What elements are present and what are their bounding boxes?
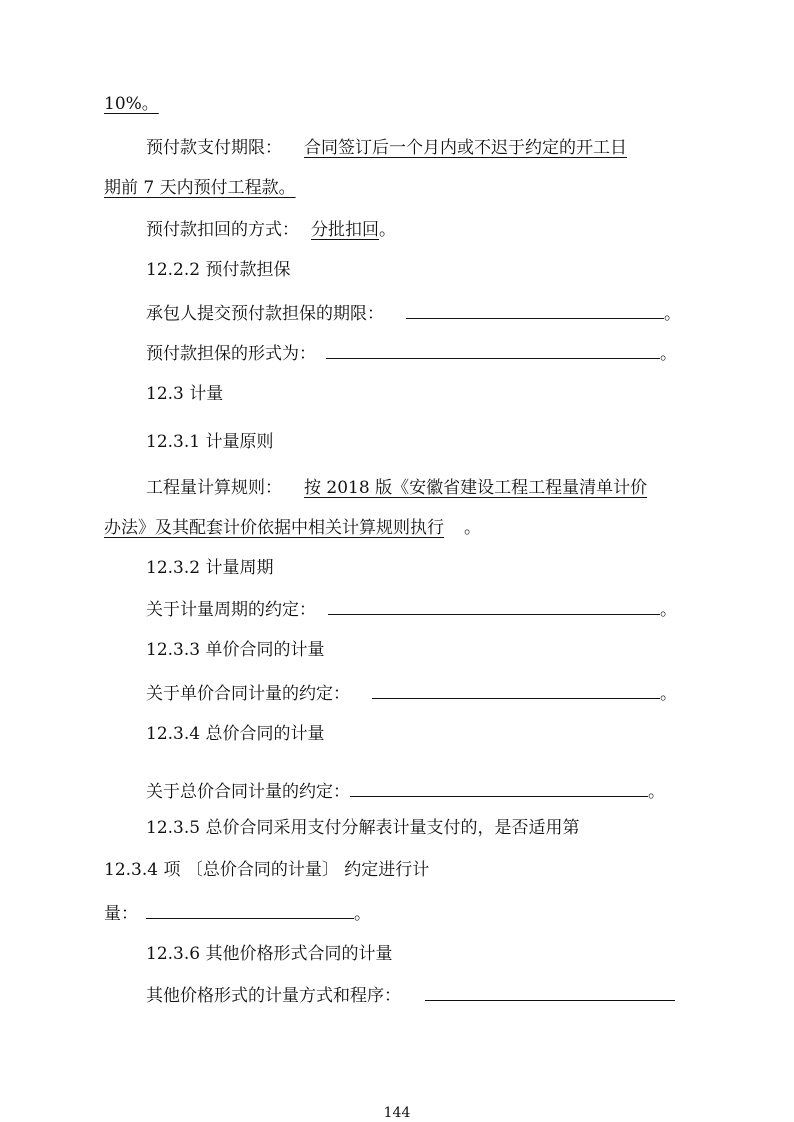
section-12-3: 12.3 计量: [146, 384, 224, 404]
guarantee-form: 预付款担保的形式为： 。: [146, 344, 677, 364]
other-price-measurement-blank[interactable]: [425, 984, 675, 1001]
advance-payment-period-label: 预付款支付期限：: [146, 138, 282, 158]
measurement-rules-label: 工程量计算规则：: [146, 478, 282, 498]
guarantee-deadline-label: 承包人提交预付款担保的期限：: [146, 304, 384, 324]
section-12-3-4: 12.3.4 总价合同的计量: [146, 724, 325, 744]
advance-payment-period-cont: [104, 176, 324, 200]
guarantee-form-blank[interactable]: [326, 342, 660, 359]
advance-payment-period: [146, 136, 627, 160]
section-12-3-5: 12.3.5 总价合同采用支付分解表计量支付的，是否适用第: [146, 818, 580, 838]
lump-sum-measurement: 关于总价合同计量的约定： 。: [146, 782, 665, 802]
unit-price-measurement-label: 关于单价合同计量的约定：: [146, 684, 350, 704]
other-price-measurement: [146, 984, 675, 1008]
measurement-rules-value-cont: 办法》及其配套计价依据中相关计算规则执行: [104, 518, 444, 538]
unit-price-measurement-blank[interactable]: [372, 682, 660, 699]
measurement-period-blank[interactable]: [328, 598, 660, 615]
section-12-3-2: 12.3.2 计量周期: [146, 558, 274, 578]
unit-price-measurement: 关于单价合同计量的约定： 。: [146, 684, 677, 704]
measurement-rules-cont: 办法》及其配套计价依据中相关计算规则执行 。: [104, 518, 481, 538]
advance-payment-period-value-cont: 期前 7 天内预付工程款。: [104, 178, 296, 198]
lump-sum-measurement-label: 关于总价合同计量的约定：: [146, 782, 350, 802]
line-prev-ratio: 10%。: [104, 94, 159, 114]
section-12-3-3: 12.3.3 单价合同的计量: [146, 640, 325, 660]
section-12-3-5-answer-label: 量：: [104, 904, 138, 924]
measurement-period-label: 关于计量周期的约定：: [146, 600, 316, 620]
measurement-period: 关于计量周期的约定： 。: [146, 600, 677, 620]
advance-payment-period-value: 合同签订后一个月内或不迟于约定的开工日: [304, 138, 627, 158]
section-12-3-6: 12.3.6 其他价格形式合同的计量: [146, 944, 393, 964]
section-12-3-5-cont: 12.3.4 项 〔总价合同的计量〕 约定进行计: [104, 860, 430, 880]
advance-recovery-method: 预付款扣回的方式： 分批扣回。: [146, 220, 396, 240]
measurement-rules: [146, 476, 647, 500]
guarantee-form-label: 预付款担保的形式为：: [146, 344, 316, 364]
guarantee-deadline: 承包人提交预付款担保的期限： 。: [146, 304, 681, 324]
measurement-rules-value: 按 2018 版《安徽省建设工程工程量清单计价: [304, 478, 648, 498]
section-12-3-1: 12.3.1 计量原则: [146, 432, 274, 452]
section-12-3-5-answer: 量： 。: [104, 904, 371, 924]
advance-recovery-method-label: 预付款扣回的方式：: [146, 220, 299, 240]
section-12-2-2: 12.2.2 预付款担保: [146, 260, 291, 280]
section-12-3-5-blank[interactable]: [146, 902, 354, 919]
lump-sum-measurement-blank[interactable]: [350, 780, 648, 797]
page-number: 144: [383, 1105, 411, 1121]
other-price-measurement-label: 其他价格形式的计量方式和程序：: [146, 986, 401, 1006]
advance-recovery-method-value: 分批扣回: [311, 220, 379, 240]
guarantee-deadline-blank[interactable]: [406, 302, 664, 319]
